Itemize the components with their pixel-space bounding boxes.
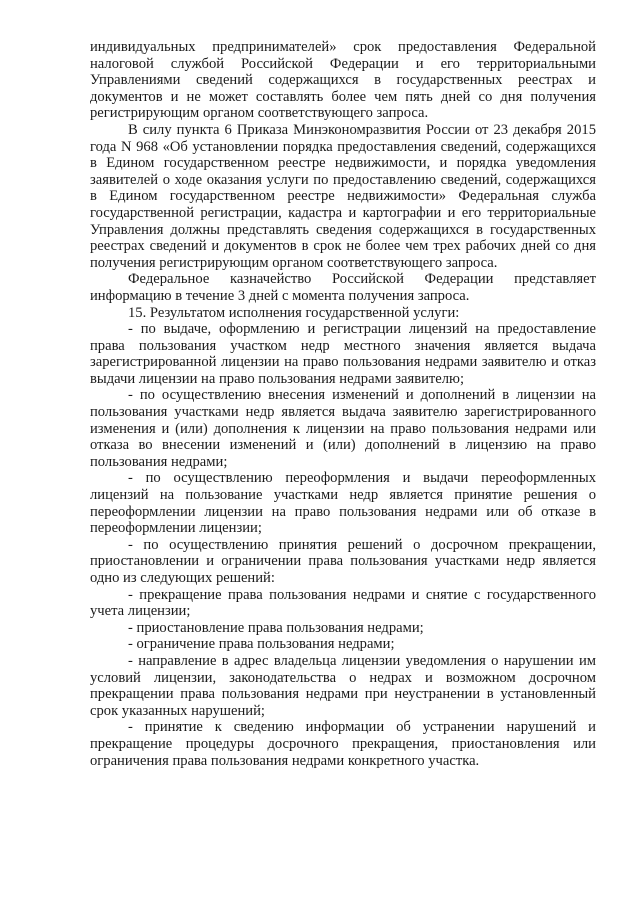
list-item-early-termination: - по осуществлению принятия решений о досрочном прекращении, приостановлении и ограничении права пользования участками недр является одно из следующих решений: (90, 536, 596, 586)
paragraph-rosreestr-deadline: В силу пункта 6 Приказа Минэкономразвития России от 23 декабря 2015 года N 968 «Об установлении порядка предоставления сведений, содержащихся в Едином государственном реестре недвижимости, и порядка уведомления заявителей о ходе оказания услуги по предоставлению сведений, содержащихся в Едином государственном реестре недвижимости» Федеральная служба государственной регистрации, кадастра и картографии и его территориальные Управления должны представлять сведения содержащихся в государственных реестрах сведений и документов в срок не более чем трех рабочих дней со дня получения регистрирующим органом соответствующего запроса. (90, 121, 596, 271)
list-item-restriction-decision: - ограничение права пользования недрами; (128, 636, 395, 653)
paragraph-continuation: индивидуальных предпринимателей» срок предоставления Федеральной налоговой службой Российской Федерации и его территориальными Управлениями сведений содержащихся в государственных реестрах и документов и не может составлять более чем пять дней со дня получения регистрирующим органом соответствующего запроса. (90, 39, 596, 122)
list-item-violation-remedied: - принятие к сведению информации об устранении нарушений и прекращение процедуры досрочного прекращения, приостановления или ограничения права пользования недрами конкретного участка. (90, 719, 596, 769)
list-item-termination-decision: - прекращение права пользования недрами и снятие с государственного учета лицензии; (90, 586, 596, 620)
paragraph-section-15-heading: 15. Результатом исполнения государственной услуги: (128, 304, 460, 321)
list-item-suspension-decision: - приостановление права пользования недрами; (128, 619, 424, 636)
paragraph-treasury-deadline: Федеральное казначейство Российской Федерации представляет информацию в течение 3 дней с момента получения запроса. (90, 271, 596, 304)
list-item-license-reissue: - по осуществлению переоформления и выдачи переоформленных лицензий на пользование участками недр является принятие решения о переоформлении лицензии на право пользования недрами или об отказе в переоформлении лицензии; (90, 470, 596, 537)
list-item-license-amendments: - по осуществлению внесения изменений и дополнений в лицензии на пользования участками недр является выдача заявителю зарегистрированного изменения и (или) дополнения к лицензии на право пользования недрами или отказа во внесении изменений и (или) дополнений в лицензию на право пользования недрами; (90, 387, 596, 470)
document-page (90, 39, 596, 769)
list-item-violation-notice: - направление в адрес владельца лицензии уведомления о нарушении им условий лицензии, законодательства о недрах и возможном досрочном прекращении права пользования недрами при неустранении в установленный срок указанных нарушений; (90, 652, 596, 719)
list-item-license-issuance: - по выдаче, оформлению и регистрации лицензий на предоставление права пользования участком недр местного значения является выдача зарегистрированной лицензии на право пользования недрами заявителю и отказ выдачи лицензии на право пользования недрами заявителю; (90, 321, 596, 387)
